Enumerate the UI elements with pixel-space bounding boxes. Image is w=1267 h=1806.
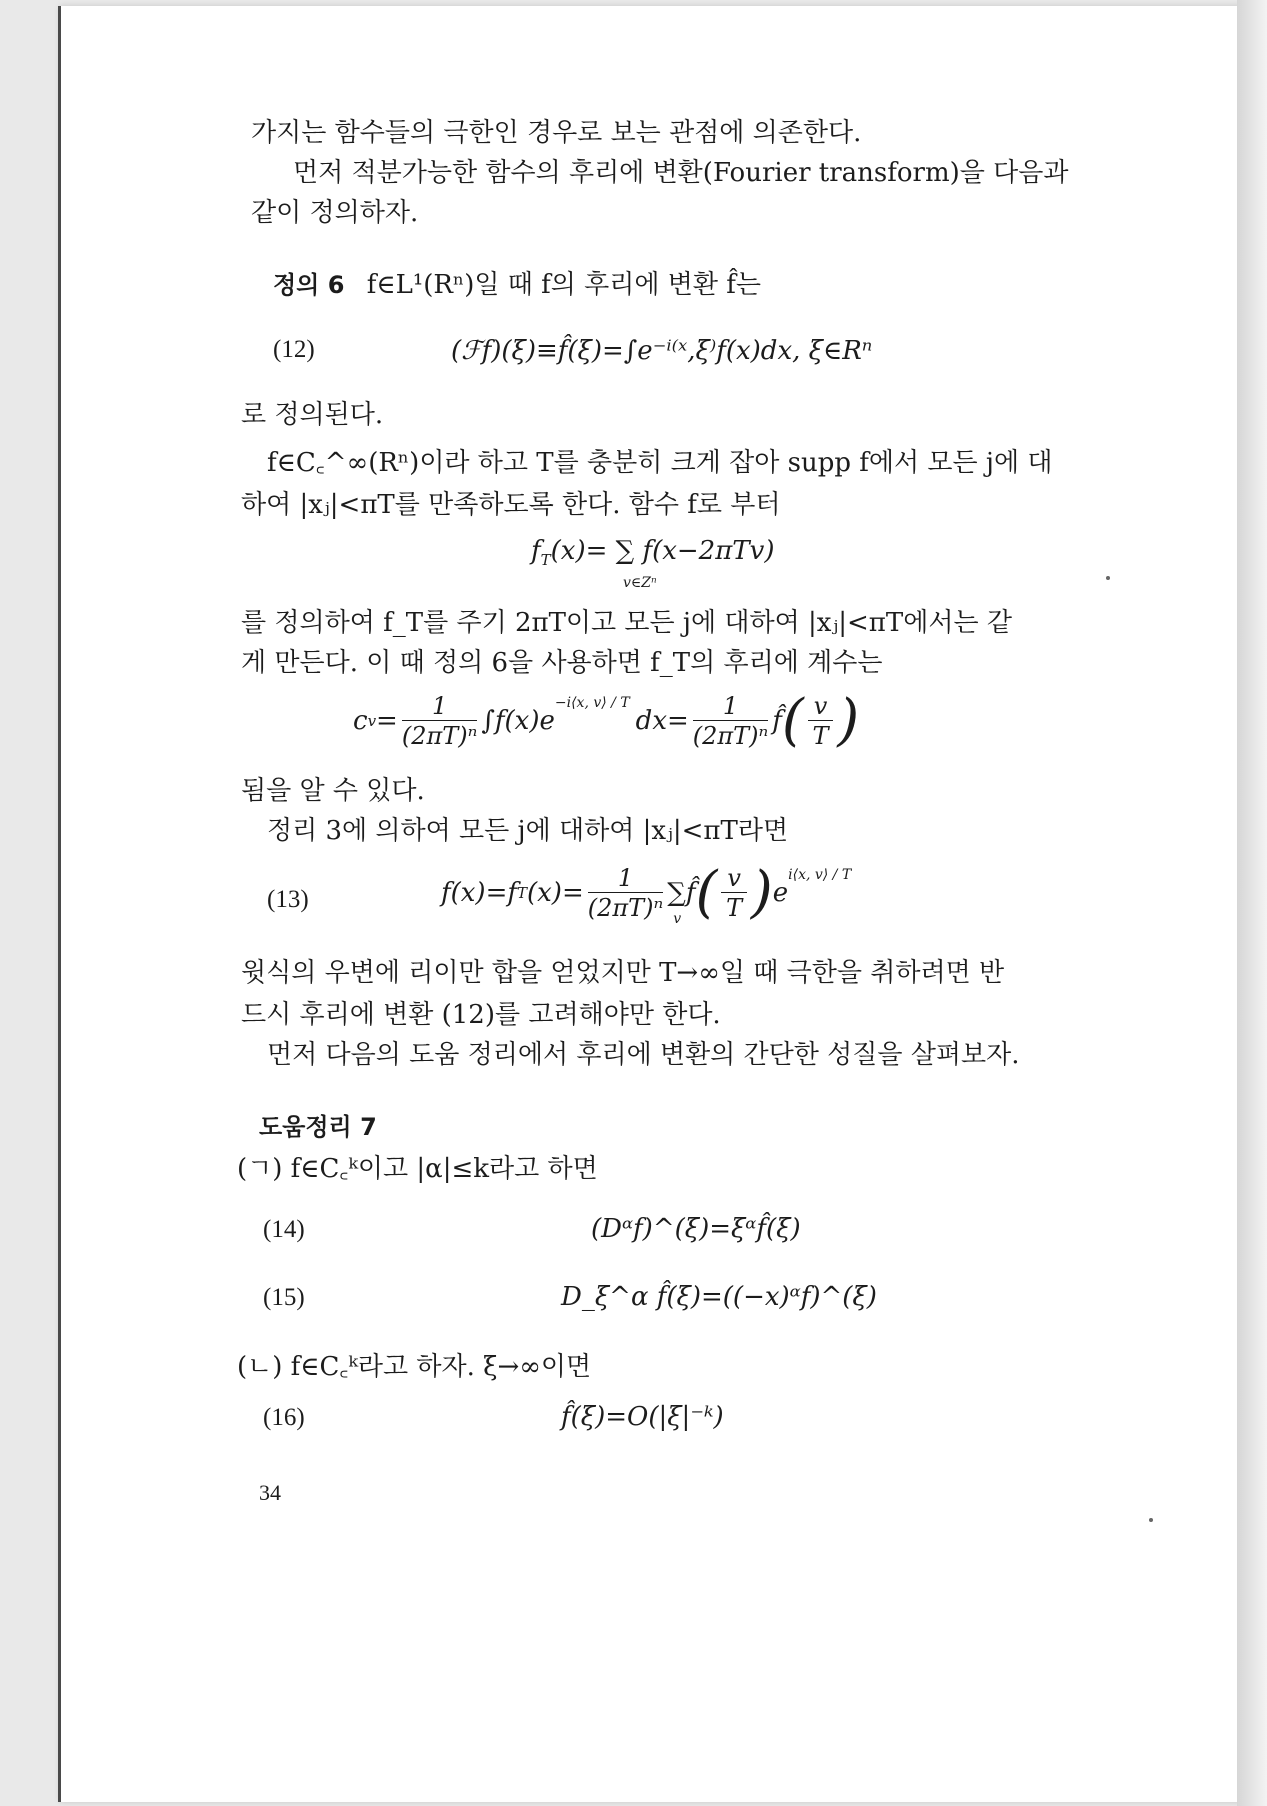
eq-equals: = [376,706,398,736]
eq-exponent: i⟨x, v⟩ / T [788,867,852,883]
speck [1149,1518,1153,1522]
denominator: T [726,893,743,922]
fraction [693,692,769,751]
text-line: 가지는 함수들의 극한인 경우로 보는 관점에 의존한다. [251,118,862,148]
text-line: 먼저 적분가능한 함수의 후리에 변환(Fourier transform)을 다음과 [293,158,1069,188]
book-page [58,6,1239,1802]
text-line: 정리 3에 의하여 모든 j에 대하여 |xⱼ|<πT라면 [267,816,789,846]
equation-12: (ℱf)(ξ)≡f̂(ξ)=∫e⁻ⁱ⁽ˣ,ξ⁾f(x)dx, ξ∈Rⁿ [451,336,873,366]
denominator: T [812,721,829,750]
eq-body: (x)= ∑ f(x−2πTv) [550,536,775,566]
sum-symbol: ∑ [667,878,686,908]
eq-subscript: v [367,712,377,730]
eq-fhat: f̂ [772,706,782,736]
fraction [588,864,664,923]
denominator: (2πT)ⁿ [692,721,769,750]
eq-fhat: f̂ [685,878,696,908]
fraction [721,864,747,923]
speck [1106,576,1110,580]
eq-symbol: f [531,536,541,566]
text-line: 같이 정의하자. [251,198,419,228]
equation-15: D_ξ^α f̂(ξ)=((−x)ᵅf)^(ξ) [561,1282,877,1312]
equation-number: (12) [273,336,315,363]
numerator: 1 [588,864,664,893]
equation-16: f̂(ξ)=O(|ξ|⁻ᵏ) [561,1402,724,1432]
eq-mid: (x)= [527,878,584,908]
text-line: 로 정의된다. [241,400,384,430]
equation-cv [353,686,859,756]
page-number: 34 [259,1480,281,1505]
definition-text: f∈L¹(Rⁿ)일 때 f의 후리에 변환 f̂는 [366,270,761,300]
equation-14: (Dᵅf)^(ξ)=ξᵅf̂(ξ) [591,1214,801,1244]
eq-sum [667,876,686,927]
fraction [402,692,478,751]
text-line: 하여 |xⱼ|<πT를 만족하도록 한다. 함수 f로 부터 [241,490,781,520]
eq-subscript: T [516,884,527,902]
text-line: (ㄴ) f∈C꜀ᵏ라고 하자. ξ→∞이면 [237,1352,592,1382]
paren-close: ) [750,860,773,925]
eq-e: e [772,878,789,908]
definition-6 [273,268,761,302]
text-line: 윗식의 우변에 리이만 합을 얻었지만 T→∞일 때 극한을 취하려면 반 [241,958,1005,988]
paren-open: ( [781,688,804,753]
equation-number: (14) [263,1216,305,1243]
text-line: 드시 후리에 변환 (12)를 고려해야만 한다. [241,1000,721,1030]
text-line: 게 만든다. 이 때 정의 6을 사용하면 f_T의 후리에 계수는 [241,648,883,678]
text-line: (ㄱ) f∈C꜀ᵏ이고 |α|≤k라고 하면 [237,1154,598,1184]
text-line: f∈C꜀^∞(Rⁿ)이라 하고 T를 충분히 크게 잡아 supp f에서 모든 j에 대 [267,448,1053,478]
definition-heading: 정의 6 [273,271,345,299]
paren-close: ) [837,688,860,753]
numerator: v [721,864,747,893]
numerator: v [808,692,834,721]
equation-number: (15) [263,1284,305,1311]
eq-dx: dx= [635,706,689,736]
fraction [808,692,834,751]
text-line: 먼저 다음의 도움 정리에서 후리에 변환의 간단한 성질을 살펴보자. [267,1040,1020,1070]
equation-fT [531,534,775,591]
equation-number: (13) [267,886,309,913]
sum-index: v [673,911,682,927]
page-edge-shadow [1237,0,1267,1806]
eq-symbol: c [353,706,368,736]
eq-integral: ∫f(x)e [481,706,555,736]
eq-lhs: f(x)=f [441,878,517,908]
denominator: (2πT)ⁿ [401,721,478,750]
numerator: 1 [402,692,478,721]
eq-exponent: −i⟨x, v⟩ / T [554,695,630,711]
equation-number: (16) [263,1404,305,1431]
text-line: 됨을 알 수 있다. [241,776,425,806]
equation-13 [441,858,851,928]
text-line: 를 정의하여 f_T를 주기 2πT이고 모든 j에 대하여 |xⱼ|<πT에서는 같 [241,608,1012,638]
lemma-heading: 도움정리 7 [259,1113,377,1141]
eq-subscript: T [540,551,551,569]
sum-index: v∈Zⁿ [623,575,657,591]
paren-open: ( [695,860,718,925]
denominator: (2πT)ⁿ [587,893,664,922]
numerator: 1 [693,692,769,721]
